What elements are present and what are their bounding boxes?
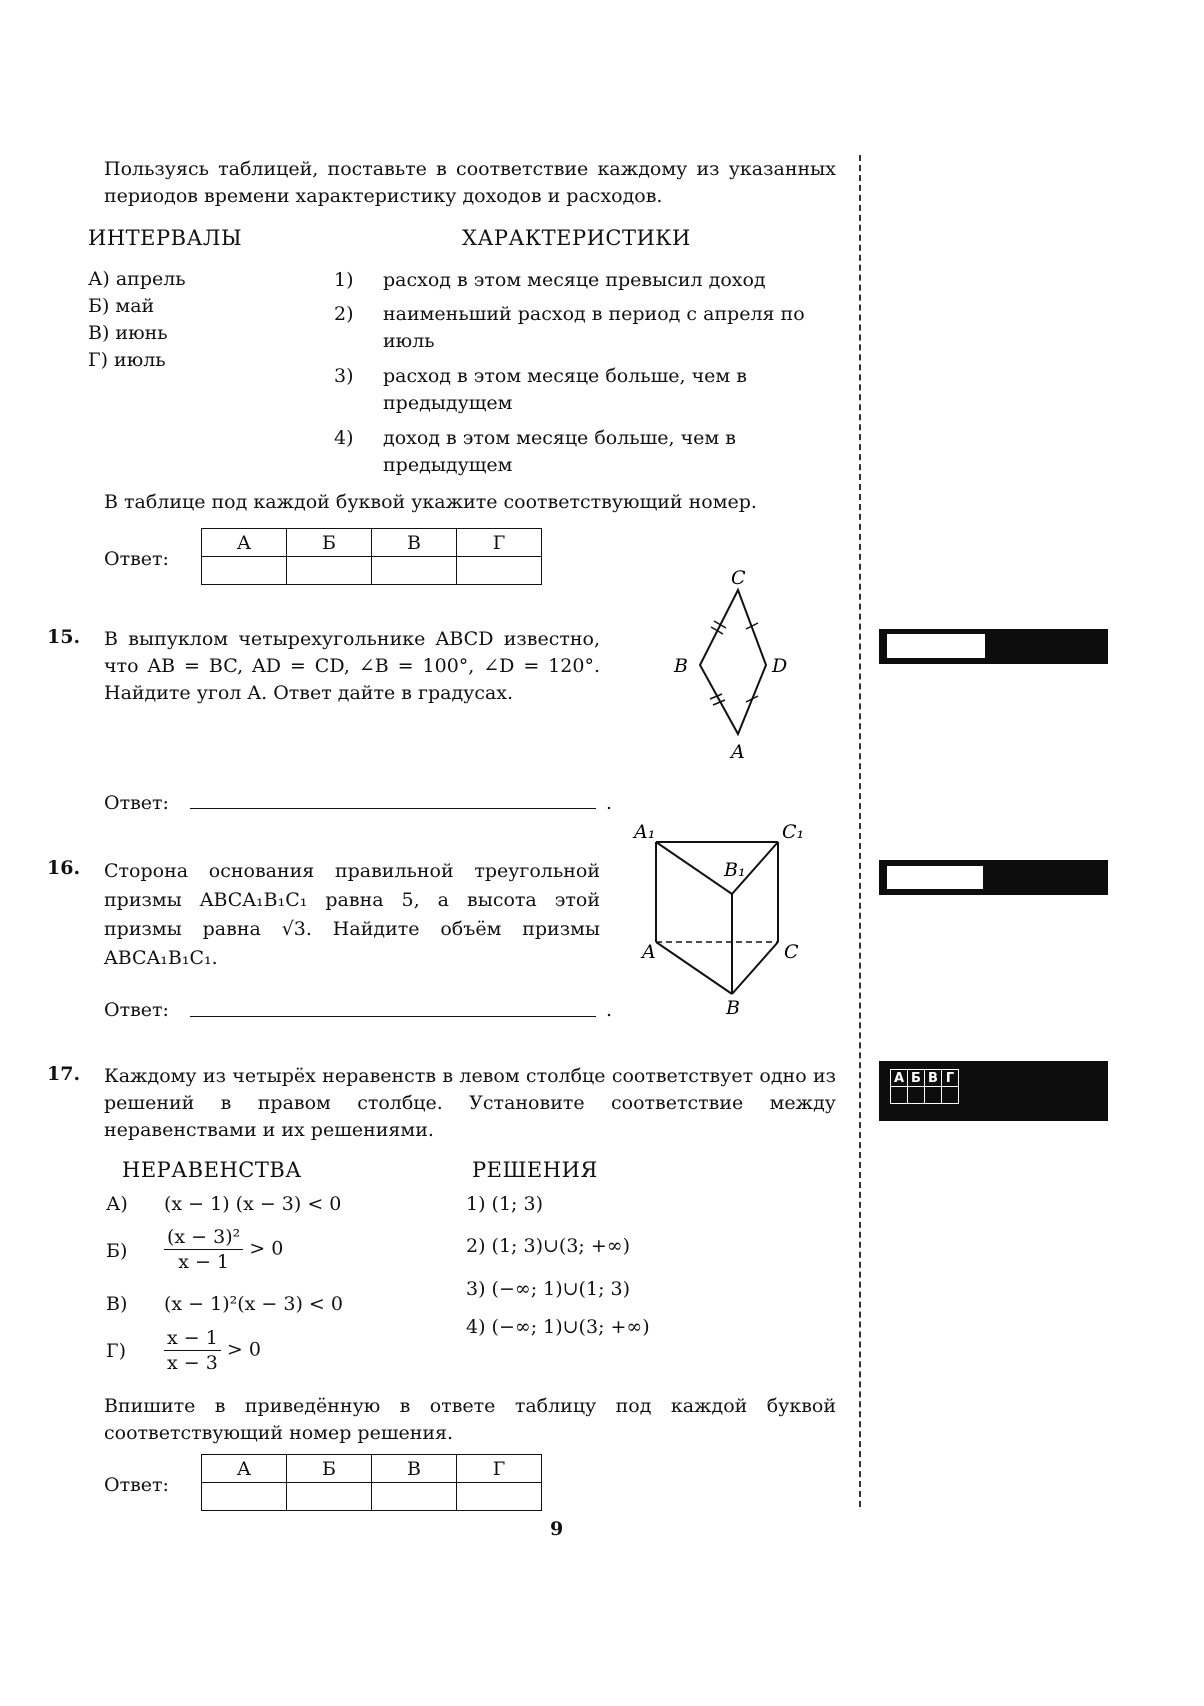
task17-instruction: Впишите в приведённую в ответе таблицу под каждой буквой соответствующий номер решения. (104, 1395, 836, 1444)
page-number: 9 (550, 1518, 564, 1540)
task17-number: 17. (47, 1063, 81, 1085)
answer-header-cell: Г (457, 1455, 542, 1483)
solution-item: 2) (1; 3)∪(3; +∞) (466, 1235, 631, 1257)
answer-cell[interactable] (457, 557, 542, 585)
ineq-letter: Г) (106, 1340, 126, 1362)
ineq-letter: В) (106, 1293, 128, 1315)
task17-col-left: НЕРАВЕНСТВА (122, 1158, 302, 1182)
task15-number: 15. (47, 626, 81, 648)
char-num: 2) (334, 303, 354, 325)
numerator: x − 1 (164, 1326, 221, 1351)
solution-item: 1) (1; 3) (466, 1193, 543, 1215)
answer-cell[interactable] (372, 557, 457, 585)
char-num: 1) (334, 269, 354, 291)
vertex-label: B₁ (724, 859, 746, 881)
task15-answer-line[interactable] (190, 808, 596, 809)
margin-answer-grid (890, 1069, 959, 1104)
answer-header-cell: Б (287, 529, 372, 557)
interval-list (88, 266, 186, 374)
fraction (164, 1225, 243, 1274)
margin-answer-window[interactable] (887, 634, 985, 658)
margin-answer-box-15 (879, 629, 1108, 664)
task14-col-left: ИНТЕРВАЛЫ (88, 226, 243, 250)
task14-col-right: ХАРАКТЕРИСТИКИ (462, 226, 691, 250)
prism-edge (732, 942, 778, 994)
ineq-letter: Б) (106, 1240, 128, 1262)
relation: > 0 (249, 1237, 284, 1260)
char-num: 3) (334, 365, 354, 387)
fraction (164, 1326, 221, 1375)
task14-answer-table (201, 528, 542, 585)
vertex-label: C₁ (782, 821, 805, 843)
answer-header-cell: А (202, 1455, 287, 1483)
inequality-b (164, 1225, 283, 1274)
vertex-label: B (726, 997, 740, 1019)
margin-letter: В (925, 1070, 942, 1087)
task16-answer-label: Ответ: (104, 999, 169, 1021)
char-text: наименьший расход в период с апреля по июль (383, 303, 805, 352)
vertex-label: A (731, 741, 745, 762)
answer-cell[interactable] (202, 557, 287, 585)
vertex-label: C (731, 567, 746, 589)
interval-item: Г) июль (88, 349, 166, 371)
answer-header-cell: Б (287, 1455, 372, 1483)
answer-header-cell: В (372, 529, 457, 557)
margin-letter: Б (908, 1070, 925, 1087)
margin-cell[interactable] (925, 1087, 942, 1104)
prism-figure (628, 820, 818, 1020)
vertex-label: A (642, 941, 656, 963)
task15-text: В выпуклом четырехугольнике ABCD известно, что AB = BC, AD = CD, ∠B = 100°, ∠D = 120°. Найдите угол A. Ответ дайте в градусах. (104, 628, 600, 704)
interval-item: Б) май (88, 295, 155, 317)
vertex-label: C (784, 941, 799, 963)
denominator: x − 3 (167, 1352, 218, 1374)
quadrilateral-abcd (700, 590, 766, 734)
task14-intro: Пользуясь таблицей, поставьте в соответствие каждому из указанных периодов времени характеристику доходов и расходов. (104, 158, 836, 207)
solution-item: 4) (−∞; 1)∪(3; +∞) (466, 1316, 650, 1338)
interval-item: В) июнь (88, 322, 168, 344)
relation: > 0 (226, 1338, 261, 1361)
margin-cell[interactable] (942, 1087, 959, 1104)
prism-edge (656, 842, 732, 894)
task17-answer-label: Ответ: (104, 1474, 169, 1496)
margin-letter: А (891, 1070, 908, 1087)
task16-text: Сторона основания правильной треугольной призмы ABCA₁B₁C₁ равна 5, а высота этой призмы равна √3. Найдите объём призмы ABCA₁B₁C₁. (104, 860, 600, 969)
task17-answer-table (201, 1454, 542, 1511)
margin-answer-box-16 (879, 860, 1108, 895)
task16-answer-line[interactable] (190, 1016, 596, 1017)
inequality-a: (x − 1) (x − 3) < 0 (164, 1193, 342, 1215)
margin-answer-window[interactable] (887, 866, 983, 889)
margin-letter: Г (942, 1070, 959, 1087)
vertex-label: D (772, 655, 788, 677)
rhombus-figure (660, 562, 800, 762)
answer-cell[interactable] (372, 1483, 457, 1511)
answer-header-cell: А (202, 529, 287, 557)
task17-col-right: РЕШЕНИЯ (472, 1158, 598, 1182)
task14-answer-label: Ответ: (104, 548, 169, 570)
inequality-d (164, 1326, 261, 1375)
char-num: 4) (334, 427, 354, 449)
ineq-letter: А) (106, 1193, 128, 1215)
margin-answer-box-17 (879, 1061, 1108, 1121)
task16-number: 16. (47, 857, 81, 879)
char-text: доход в этом месяце больше, чем в предыдущем (383, 427, 736, 476)
task14-instruction: В таблице под каждой буквой укажите соответствующий номер. (104, 491, 757, 513)
answer-cell[interactable] (287, 1483, 372, 1511)
task15-answer-label: Ответ: (104, 792, 169, 814)
cut-line (859, 155, 861, 1507)
vertex-label: B (674, 655, 688, 677)
task17-text: Каждому из четырёх неравенств в левом столбце соответствует одно из решений в правом столбце. Установите соответствие между неравенствами и их решениями. (104, 1065, 836, 1141)
answer-cell[interactable] (202, 1483, 287, 1511)
answer-header-cell: В (372, 1455, 457, 1483)
margin-cell[interactable] (908, 1087, 925, 1104)
solution-item: 3) (−∞; 1)∪(1; 3) (466, 1278, 631, 1300)
char-text: расход в этом месяце больше, чем в предыдущем (383, 365, 747, 414)
answer-cell[interactable] (287, 557, 372, 585)
answer-cell[interactable] (457, 1483, 542, 1511)
margin-cell[interactable] (891, 1087, 908, 1104)
interval-item: А) апрель (88, 268, 186, 290)
answer-header-cell: Г (457, 529, 542, 557)
denominator: x − 1 (178, 1251, 230, 1273)
inequality-c: (x − 1)²(x − 3) < 0 (164, 1293, 343, 1315)
char-text: расход в этом месяце превысил доход (383, 269, 766, 291)
numerator: (x − 3)² (164, 1225, 243, 1250)
task16-dot: . (606, 999, 613, 1021)
task15-dot: . (606, 792, 613, 814)
vertex-label: A₁ (634, 821, 656, 843)
prism-edge (656, 942, 732, 994)
